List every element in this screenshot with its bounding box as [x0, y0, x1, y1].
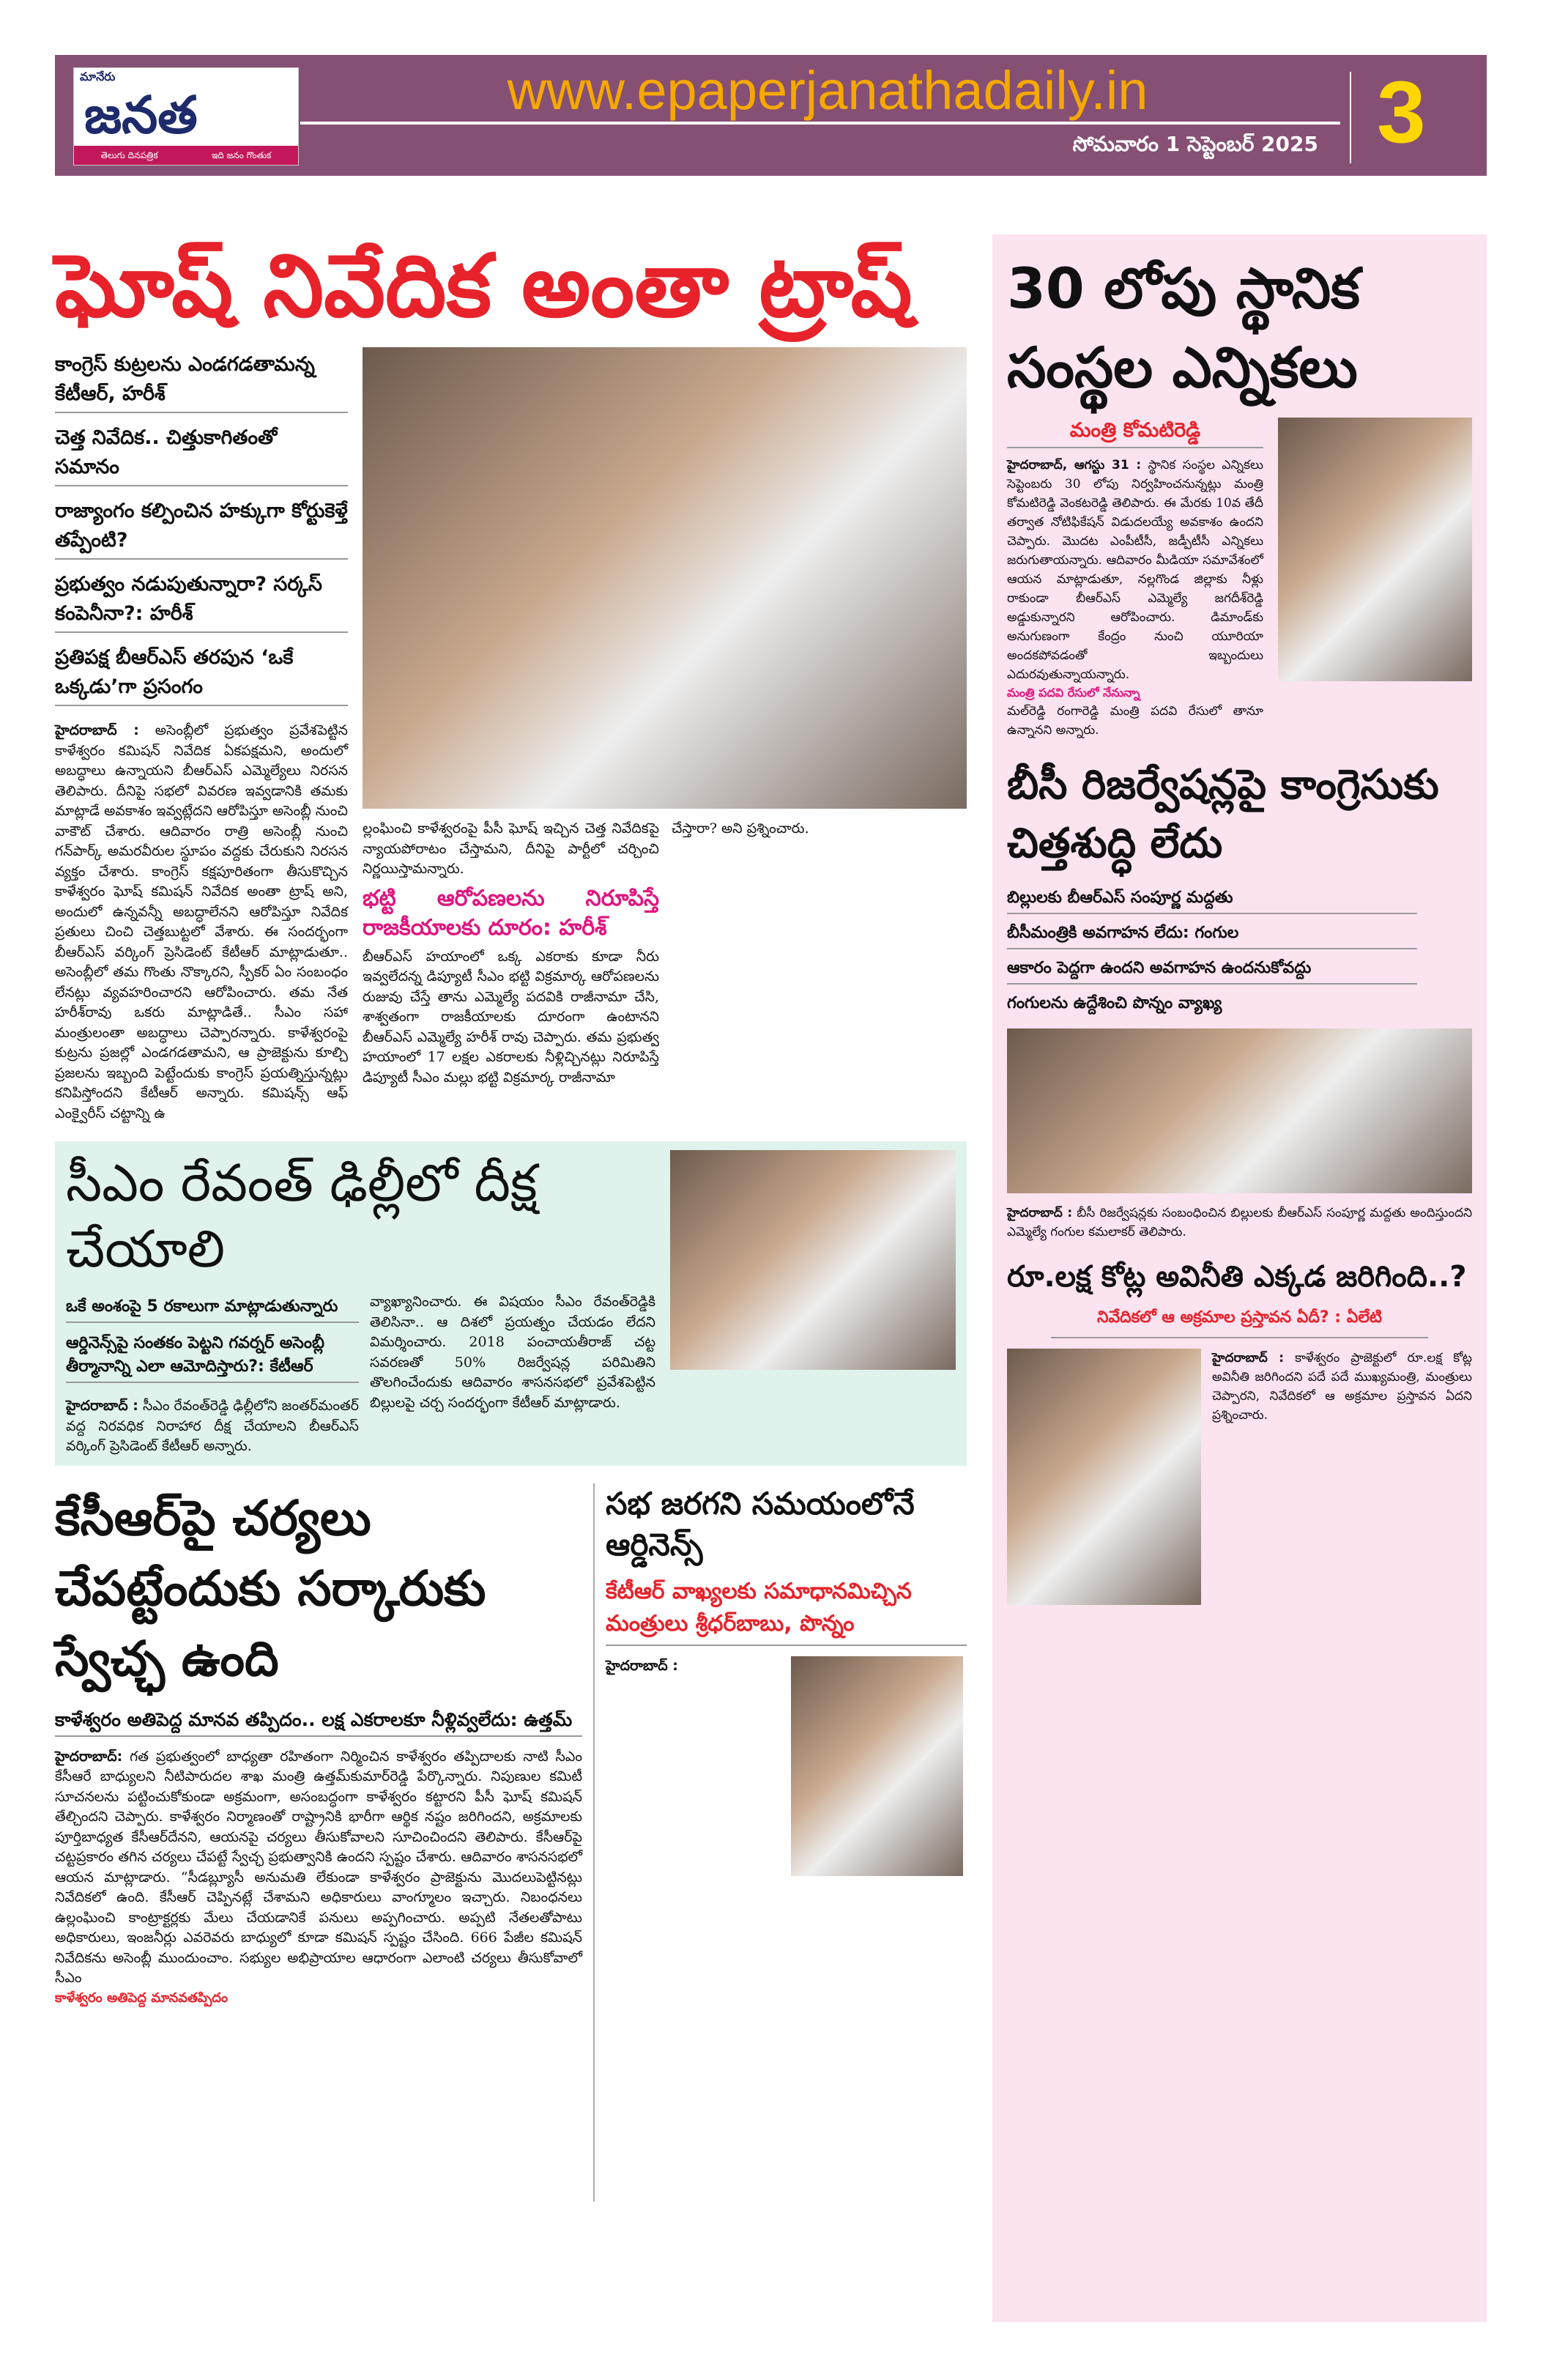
ktr-body-col2 [370, 1292, 655, 1457]
lead-body-col1 [55, 721, 348, 1124]
subhead: ఆర్డినెన్స్‌పై సంతకం పెట్టని గవర్నర్ అసెంబ్లీ తీర్మానాన్ని ఎలా ఆమోదిస్తారు?: కేటీఆర్ [66, 1329, 359, 1383]
inline-subhead: కాళేశ్వరం అతిపెద్ద మానవతప్పిదం [55, 1990, 228, 2006]
article-text: సీఎం రేవంత్‌రెడ్డి ఢిల్లీలోని జంతర్‌మంతర్ వద్ద నిరవధిక నిరాహార దీక్ష చేయాలని బీఆర్ఎస్ వర్కింగ్ ప్రెసిడెంట్ కేటీఆర్ అన్నారు. [66, 1398, 359, 1454]
column-divider [593, 1483, 595, 2201]
article-text: బీసీ రిజర్వేషన్లకు సంబంధించిన బిల్లులకు బీఆర్ఎస్ సంపూర్ణ మద్దతు అందిస్తుందని ఎమ్మెల్యే గంగుల కమలాకర్ తెలిపారు. [1007, 1206, 1473, 1239]
lead-lower-columns [363, 819, 967, 1088]
ordinance-body [606, 1656, 780, 1876]
ktr-layout [66, 1150, 956, 1457]
ordinance-story [606, 1483, 967, 2201]
logo-tagline [74, 146, 298, 165]
dateline: హైదరాబాద్ : [1007, 1206, 1073, 1220]
bc-headline: బీసీ రిజర్వేషన్లపై కాంగ్రెసుకు చిత్తశుద్ధి లేదు [1007, 761, 1439, 867]
corruption-subhead: నివేదికలో ఆ అక్రమాల ప్రస్తావన ఏదీ? : ఏలేటి [1051, 1306, 1428, 1338]
article-text: మల్‌రెడ్డి రంగారెడ్డి మంత్రి పదవి రేసులో తానూ ఉన్నానని అన్నారు. [1007, 704, 1263, 738]
komatireddy-photo [1278, 418, 1472, 681]
inline-subhead: భట్టి ఆరోపణలను నిరూపిస్తే రాజకీయాలకు దూరం: హరీశ్ [363, 885, 659, 941]
ktr-left-column [66, 1292, 359, 1457]
logo-tag-right: ఇది జనం గొంతుక [211, 150, 272, 160]
logo-name: జనత [84, 85, 198, 145]
inline-subhead: మంత్రి పదవి రేసులో నేనున్నా [1007, 686, 1140, 700]
article-text: ల్లంఘించి కాళేశ్వరంపై పీసీ ఘోష్ ఇచ్చిన చెత్త నివేదికపై న్యాయపోరాటం చేస్తామని, దీనిపై పార్టీలో చర్చించి నిర్ణయిస్తామన్నారు. [363, 820, 659, 877]
ktr-headline: సీఎం రేవంత్ ఢిల్లీలో దీక్ష చేయాలి [66, 1153, 538, 1279]
logo [73, 67, 299, 166]
page-number: 3 [1377, 63, 1426, 161]
subhead: ఒకే అంశంపై 5 రకాలుగా మాట్లాడుతున్నారు [66, 1292, 359, 1323]
ordinance-subhead: కేటీఆర్ వాఖ్యలకు సమాధానమిచ్చిన మంత్రులు శ్రీధర్‌బాబు, పొన్నం [606, 1576, 967, 1646]
main-area [55, 234, 967, 2201]
dateline: హైదరాబాద్ : [55, 722, 139, 738]
article-text: చేస్తారా? అని ప్రశ్నించారు. [672, 820, 809, 837]
article-text: కాళేశ్వరం ప్రాజెక్టులో రూ.లక్ష కోట్ల అవినీతి జరిగిందని పదే పదే ముఖ్యమంత్రి, మంత్రులు చెప్పారని, నివేదికలో ఆ అక్రమాల ప్రస్తావన ఏదని ప్రశ్నించారు. [1212, 1351, 1472, 1423]
eleti-photo [1007, 1349, 1201, 1605]
corruption-columns [1007, 1349, 1472, 1605]
subhead: బిల్లులకు బీఆర్ఎస్ సంపూర్ణ మద్దతు [1007, 883, 1417, 914]
local-polls-headline: 30 లోపు స్థానిక సంస్థల ఎన్నికలు [1007, 256, 1360, 400]
local-polls-story [1007, 249, 1472, 740]
right-panel [992, 234, 1487, 2322]
lead-right-column [363, 347, 967, 1124]
kcr-story [55, 1483, 582, 2201]
corruption-headline: రూ.లక్ష కోట్ల అవినీతి ఎక్కడ జరిగింది..? [1007, 1260, 1467, 1294]
ktr-text [66, 1150, 655, 1457]
bottom-stories [55, 1483, 967, 2201]
site-url[interactable]: www.epaperjanathadaily.in [507, 60, 1148, 121]
ordinance-headline: సభ జరగని సమయంలోనే ఆర్డినెన్స్ [606, 1485, 915, 1562]
article-text: గత ప్రభుత్వంలో బాధ్యతా రహితంగా నిర్మించిన కాళేశ్వరం తప్పిదాలకు నాటి సీఎం కేసీఆరే బాధ్యులని నీటిపారుదల శాఖ మంత్రి ఉత్తమ్‌కుమార్‌రెడ్డి పేర్కొన్నారు. నిపుణుల కమిటీ సూచనలను పట్టించుకోకుండా అక్రమంగా, అసంబద్ధంగా కాళేశ్వరం కట్టారని పీసీ ఘోష్ కమిషన్ తేల్చిందని చెప్పారు. కాళేశ్వరం నిర్మాణంతో రాష్ట్రానికి భారీగా ఆర్థిక నష్టం జరిగిందని, అక్రమాలకు పూర్తిబాధ్యత కేసీఆర్‌దేనని, ఆయనపై చర్యలు తీసుకోవాలని సూచించిందని తెలిపారు. కేసీఆర్‌పై చట్టప్రకారం తగిన చర్యలు చేపట్టే స్వేచ్ఛ ప్రభుత్వానికి ఉందని స్పష్టం చేశారు. ఆదివారం శాసనసభలో ఆయన మాట్లాడారు. “సీడబ్ల్యూసీ అనుమతి లేకుండా కాళేశ్వరం ప్రాజెక్టును మొదలుపెట్టినట్లు నివేదికలో ఉంది. కేసీఆర్ చెప్పినట్లే చేశామని అధికారులు వాంగ్మూలం ఇచ్చారు. నిబంధనలు ఉల్లంఘించి కాంట్రాక్టర్లకు మేలు చేయడానికే పనులు అప్పగించారు. అప్పటి నేతలతోపాటు అధికారులు, ఇంజనీర్లు ఎవరెవరు బాధ్యులో కూడా కమిషన్ స్పష్టం చేసింది. 666 పేజీల కమిషన్ నివేదికను అసెంబ్లీ ముందుంచాం. సభ్యుల అభిప్రాయాల ఆధారంగా ఎలాంటి చర్యలు తీసుకోవాలో సీఎం [55, 1748, 583, 1986]
subhead: గంగులను ఉద్దేశించి పొన్నం వ్యాఖ్య [1007, 994, 1222, 1012]
kcr-body [55, 1747, 582, 2008]
dateline: హైదరాబాద్: [55, 1748, 123, 1765]
lead-left-column [55, 347, 348, 1124]
local-polls-body [1007, 456, 1263, 740]
dateline: హైదరాబాద్ : [1212, 1351, 1285, 1365]
article-text: వ్యాఖ్యానించారు. ఈ విషయం సీఎం రేవంత్‌రెడ్డికి తెలిసినా.. ఆ దిశలో ప్రయత్నం చేయడం లేదని విమర్శించారు. 2018 పంచాయతీరాజ్ చట్ట సవరణతో 50% రిజర్వేషన్ల పరిమితిని తొలగించేందుకు ఆదివారం శాసనసభలో ప్రవేశపెట్టిన బిల్లులపై చర్చ సందర్భంగా కేటీఆర్ మాట్లాడారు. [370, 1294, 655, 1411]
gangula-photo [1007, 1028, 1472, 1193]
local-polls-subhead: మంత్రి కోమటిరెడ్డి [1007, 418, 1263, 448]
ordinance-photo [791, 1656, 963, 1876]
subhead: ప్రభుత్వం నడుపుతున్నారా? సర్కస్ కంపెనీనా?: హరీశ్ [55, 567, 348, 633]
logo-top: మానేరు [80, 70, 116, 84]
ktr-columns [66, 1292, 655, 1457]
article-text: స్థానిక సంస్థల ఎన్నికలు సెప్టెంబరు 30 లోపు నిర్వహించనున్నట్లు మంత్రి కోమటిరెడ్డి వెంకటరెడ్డి తెలిపారు. ఈ మేరకు 10వ తేదీ తర్వాత నోటిఫికేషన్ విడుదలయ్యే అవకాశం ఉందని చెప్పారు. మొదట ఎంపీటీసీ, జడ్పీటీసీ ఎన్నికలు జరుగుతాయన్నారు. ఆదివారం మీడియా సమావేశంలో ఆయన మాట్లాడుతూ, నల్లగొండ జిల్లాకు నీళ్లు రాకుండా బీఆర్ఎస్ ఎమ్మెల్యే జగదీశ్‌రెడ్డి అడ్డుకున్నారని ఆరోపించారు. డిమాండ్‌కు అనుగుణంగా కేంద్రం నుంచి యూరియా అందకపోవడంతో ఇబ్బందులు ఎదురవుతున్నాయన్నారు. [1007, 458, 1263, 682]
lead-body-col2 [363, 819, 659, 1088]
lead-columns [55, 347, 967, 1124]
subhead: కాంగ్రెస్ కుట్రలను ఎండగడతామన్న కేటీఆర్, హరీశ్ [55, 347, 348, 413]
logo-tag-left: తెలుగు దినపత్రిక [100, 150, 158, 160]
divider [300, 122, 1340, 125]
issue-date: సోమవారం 1 సెప్టెంబర్ 2025 [1072, 132, 1318, 156]
subhead: బీసీమంత్రికి అవగాహన లేదు: గంగుల [1007, 919, 1417, 949]
ktr-photo [670, 1150, 956, 1370]
corruption-story [1007, 1258, 1472, 1605]
subhead: ఆకారం పెద్దగా ఉందని అవగాహన ఉందనుకోవద్దు [1007, 954, 1417, 985]
subhead: రాజ్యాంగం కల్పించిన హక్కుగా కోర్టుకెళ్తే తప్పేంటి? [55, 494, 348, 560]
subhead: ప్రతిపక్ష బీఆర్ఎస్ తరపున ‘ఒకే ఒక్కడు’గా ప్రసంగం [55, 640, 348, 706]
dateline: హైదరాబాద్ : [606, 1657, 678, 1674]
corruption-body [1212, 1349, 1472, 1605]
bc-body [1007, 1204, 1472, 1242]
article-text: అసెంబ్లీలో ప్రభుత్వం ప్రవేశపెట్టిన కాళేశ్వరం కమిషన్ నివేదిక ఏకపక్షమని, అందులో అబద్ధాలు ఉన్నాయని బీఆర్ఎస్ ఎమ్మెల్యేలు నిరసన తెలిపారు. దీనిపై సభలో వివరణ ఇవ్వడానికి తమకు మాట్లాడే అవకాశం ఇవ్వట్లేదని ఆరోపిస్తూ అసెంబ్లీ నుంచి వాకౌట్ చేశారు. ఆదివారం రాత్రి అసెంబ్లీ నుంచి గన్‌పార్క్ అమరవీరుల స్థూపం వద్దకు చేరుకుని నిరసన వ్యక్తం చేశారు. కాంగ్రెస్ కక్షపూరితంగా తీసుకొచ్చిన కాళేశ్వరం ఘోష్ కమిషన్ నివేదిక అంతా ట్రాష్ అని, అందులో ఉన్నవన్నీ అబద్ధాలేనని ఆరోపిస్తూ నివేదిక ప్రతులు చించి చెత్తబుట్టలో వేశారు. ఈ సందర్భంగా బీఆర్ఎస్ వర్కింగ్ ప్రెసిడెంట్ కేటీఆర్ మాట్లాడుతూ.. అసెంబ్లీలో తమ గొంతు నొక్కారని, స్పీకర్ ఏం సంబంధం లేనట్లు వ్యవహరించారని ఆరోపించారు. తమ నేత హరీశ్‌రావు ఒకరు మాట్లాడితే.. సీఎం సహా మంత్రులంతా అబద్ధాలు చెప్పారన్నారు. కాళేశ్వరంపై కుట్రను ప్రజల్లో ఎండగడతామని, ఆ ప్రాజెక్టును కూల్చి ప్రజలను ఇబ్బంది పెట్టేందుకు కాంగ్రెస్ ప్రయత్నిస్తున్నట్లు కనిపిస్తోందని కేటీఆర్ అన్నారు. కమిషన్స్ ఆఫ్ ఎంక్వైరీస్ చట్టాన్ని ఉ [55, 722, 348, 1122]
lead-story [55, 234, 967, 1124]
lead-headline: ఘోష్ నివేదిక అంతా ట్రాష్ [55, 235, 913, 336]
lead-photo [363, 347, 967, 809]
local-polls-text [1007, 418, 1263, 740]
ktr-story-panel [55, 1141, 967, 1466]
ordinance-columns [606, 1656, 967, 1876]
subhead: చెత్త నివేదిక.. చిత్తుకాగితంతో సమానం [55, 420, 348, 486]
ktr-body-col1 [66, 1396, 359, 1457]
bc-subheads [1007, 883, 1417, 1018]
local-polls-columns [1007, 418, 1472, 740]
kcr-subhead: కాళేశ్వరం అతిపెద్ద మానవ తప్పిదం.. లక్ష ఎకరాలకూ నీళ్లివ్వలేదు: ఉత్తమ్ [55, 1705, 582, 1737]
lead-body-col3 [672, 819, 967, 1088]
article-text: బీఆర్ఎస్ హయాంలో ఒక్క ఎకరాకు కూడా నీరు ఇవ్వలేదన్న డిప్యూటీ సీఎం భట్టి విక్రమార్క ఆరోపణలను రుజువు చేస్తే తాను ఎమ్మెల్యే పదవికి రాజీనామా చేసి, శాశ్వతంగా రాజకీయాలకు దూరంగా ఉంటానని బీఆర్ఎస్ ఎమ్మెల్యే హరీశ్ రావు చెప్పారు. తమ ప్రభుత్వ హయాంలో 17 లక్షల ఎకరాలకు నీళ్లిచ్చినట్లు నిరూపిస్తే డిప్యూటీ సీఎం మల్లు భట్టి విక్రమార్క రాజీనామా [363, 948, 659, 1086]
divider [1350, 72, 1351, 163]
dateline: హైదరాబాద్, ఆగస్టు 31 : [1007, 458, 1142, 472]
bc-story [1007, 756, 1472, 1242]
dateline: హైదరాబాద్ : [66, 1398, 138, 1414]
kcr-headline: కేసీఆర్‌పై చర్యలు చేపట్టేందుకు సర్కారుకు స్వేచ్ఛ ఉంది [55, 1489, 486, 1687]
